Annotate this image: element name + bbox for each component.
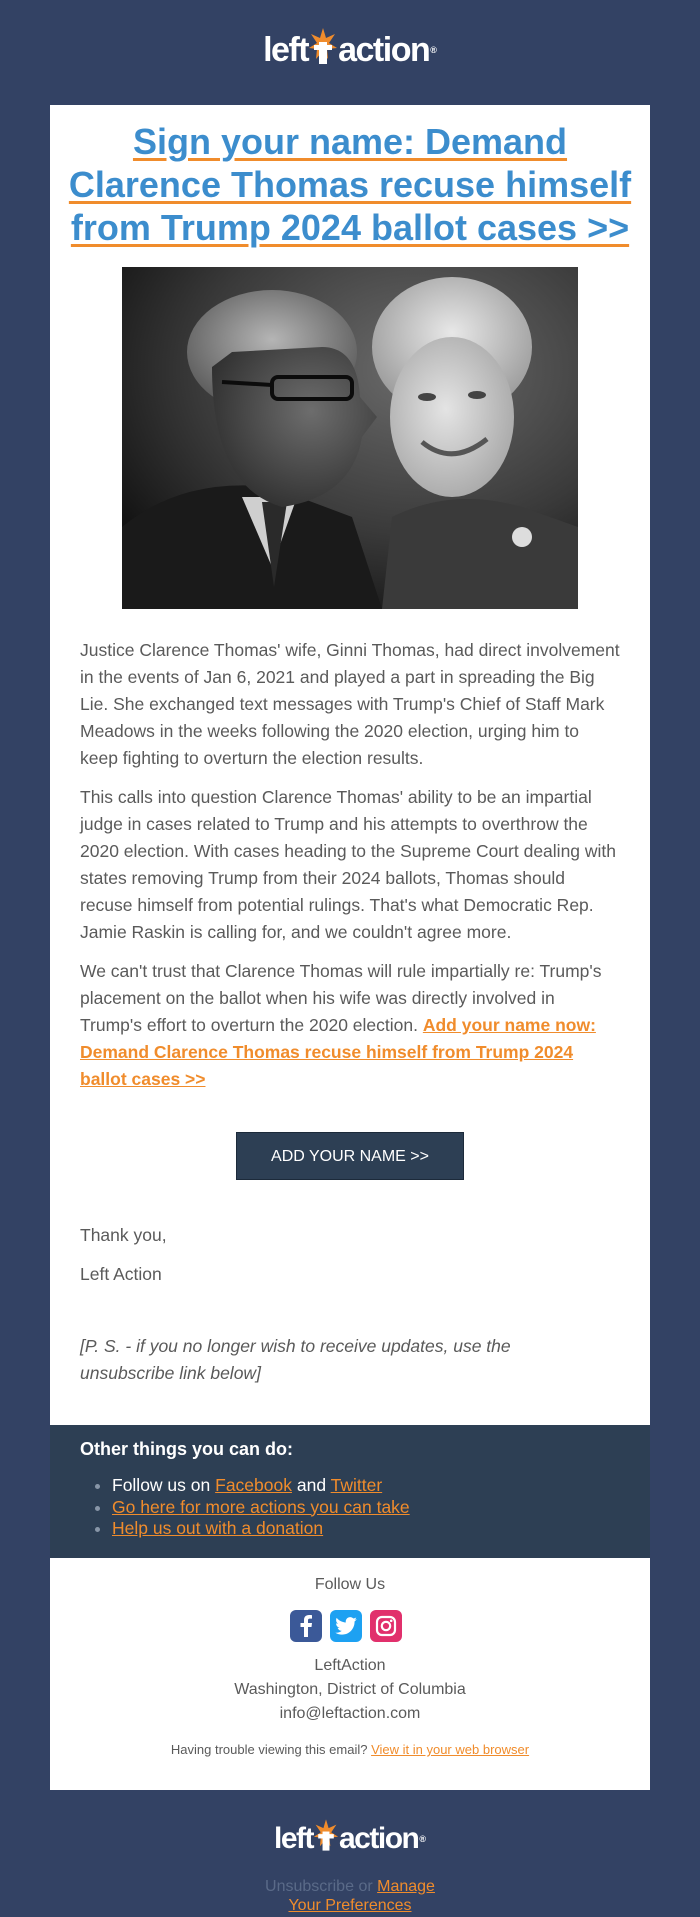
trouble-text: Having trouble viewing this email?: [170, 1742, 368, 1757]
logo-right-text: action: [338, 30, 430, 69]
logo-star-icon: [313, 1817, 339, 1861]
other-actions-section: [50, 1425, 650, 1558]
top-logo[interactable]: [0, 28, 700, 72]
list-item: [112, 1475, 410, 1497]
logo-trademark: ®: [430, 45, 437, 55]
logo-star-icon: [308, 26, 338, 75]
ps-note: [P. S. - if you no longer wish to receive updates, use the unsubscribe link below]: [80, 1336, 511, 1383]
and-text: and: [296, 1475, 327, 1495]
manage-link[interactable]: Manage: [377, 1878, 435, 1895]
trouble-viewing: [50, 1742, 650, 1757]
photo-illustration: [122, 267, 578, 609]
donation-link[interactable]: Help us out with a donation: [112, 1518, 324, 1538]
body-text: [80, 637, 620, 1105]
twitter-link[interactable]: Twitter: [330, 1475, 383, 1495]
logo-trademark: ®: [419, 1834, 426, 1844]
logo-left-text: left: [274, 1822, 313, 1855]
follow-prefix: Follow us on: [112, 1475, 211, 1495]
logo-right-text: action: [339, 1822, 419, 1855]
body-paragraph-3: [80, 958, 620, 1093]
add-your-name-link[interactable]: Add your name now: Demand Clarence Thomas recuse himself from Trump 2024 ballot cases >>: [80, 1015, 596, 1089]
instagram-icon[interactable]: [370, 1610, 402, 1642]
logo-left-text: left: [263, 30, 309, 69]
headline-link[interactable]: Sign your name: Demand Clarence Thomas recuse himself from Trump 2024 ballot cases >>: [68, 121, 632, 248]
twitter-icon[interactable]: [330, 1610, 362, 1642]
body-paragraph-1: Justice Clarence Thomas' wife, Ginni Thomas, had direct involvement in the events of Jan 6, 2021 and played a part in spreading the Big Lie. She exchanged text messages with Trump's Chief of Staff Mark Meadows in the weeks following the 2020 election, urging him to keep fighting to overturn the election results.: [80, 640, 620, 768]
facebook-icon[interactable]: [290, 1610, 322, 1642]
headline: [68, 120, 632, 249]
email-content-card: [50, 105, 650, 1425]
facebook-link[interactable]: Facebook: [215, 1475, 292, 1495]
bottom-logo[interactable]: [0, 1819, 700, 1859]
view-in-browser-link[interactable]: View it in your web browser: [371, 1742, 530, 1757]
other-actions-list: [80, 1475, 410, 1540]
footer: [50, 1558, 650, 1790]
thanks-text: Thank you,: [80, 1225, 167, 1245]
other-actions-title: Other things you can do:: [80, 1439, 294, 1459]
unsubscribe-area: [0, 1877, 700, 1915]
org-name: LeftAction: [314, 1657, 386, 1674]
photo-clarence-and-ginni-thomas[interactable]: [122, 267, 578, 609]
add-your-name-button[interactable]: ADD YOUR NAME >>: [236, 1132, 464, 1180]
signoff: [80, 1216, 167, 1294]
body-paragraph-3-text: We can't trust that Clarence Thomas will rule impartially re: Trump's placement on the ballot when his wife was directly involved in Trump's effort to overturn the 2020 election.: [80, 961, 602, 1035]
org-email: info@leftaction.com: [279, 1705, 421, 1722]
social-icons: [290, 1610, 402, 1642]
follow-us-title: Follow Us: [314, 1576, 386, 1593]
org-address: [50, 1654, 650, 1726]
preferences-link[interactable]: Your Preferences: [288, 1897, 412, 1914]
list-item: [112, 1518, 410, 1540]
more-actions-link[interactable]: Go here for more actions you can take: [112, 1496, 410, 1517]
body-paragraph-2: This calls into question Clarence Thomas' ability to be an impartial judge in cases related to Trump and his attempts to overthrow the 2020 election. With cases heading to the Supreme Court dealing with states removing Trump from their 2024 ballots, Thomas should recuse himself from potential rulings. That's what Democratic Rep. Jamie Raskin is calling for, and we couldn't agree more.: [80, 787, 617, 942]
unsubscribe-line: [0, 1877, 700, 1896]
unsubscribe-link[interactable]: Unsubscribe: [265, 1878, 354, 1895]
preferences-line: [0, 1896, 700, 1915]
or-text: or: [358, 1878, 373, 1895]
org-location: Washington, District of Columbia: [234, 1681, 466, 1698]
list-item: [112, 1497, 410, 1519]
signature-text: Left Action: [80, 1264, 162, 1284]
